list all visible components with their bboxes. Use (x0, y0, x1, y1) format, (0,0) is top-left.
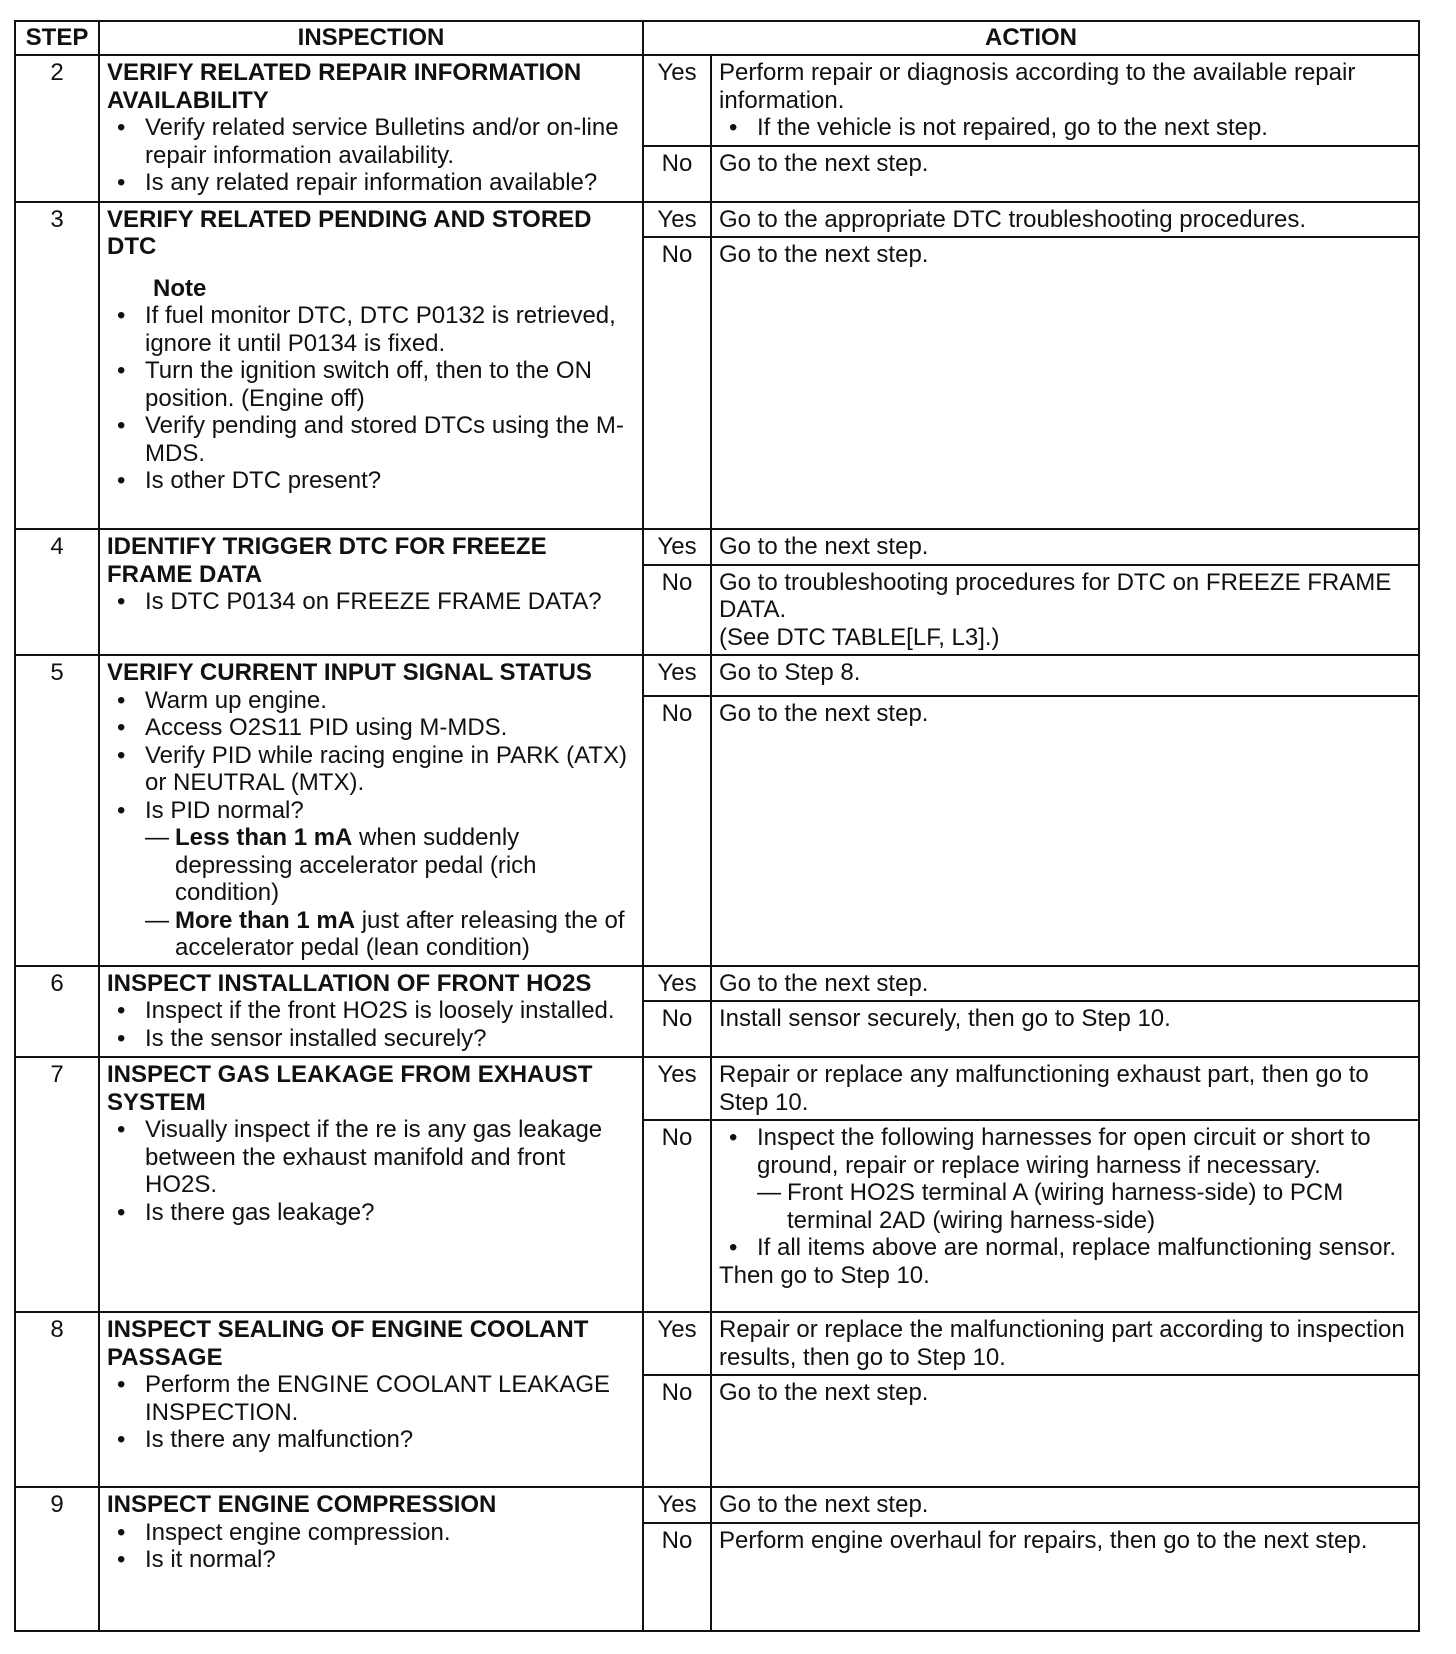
yes-action: Go to the next step. (711, 966, 1419, 1002)
inspection-title: INSPECT ENGINE COMPRESSION (107, 1491, 497, 1518)
no-label: No (643, 146, 711, 202)
inspection-cell (99, 966, 643, 1058)
action-item: • If all items above are normal, replace malfunctioning sensor. (757, 1234, 1411, 1262)
inspection-cell (99, 55, 643, 202)
step-number: 5 (15, 655, 99, 966)
no-action: Perform engine overhaul for repairs, then go to the next step. (711, 1523, 1419, 1631)
criteria-item (175, 824, 635, 907)
action-list (719, 114, 1411, 142)
no-label: No (643, 696, 711, 966)
no-label: No (643, 1001, 711, 1057)
step-6-yes-row (15, 966, 1419, 1002)
harness-item: — Front HO2S terminal A (wiring harness-side) to PCM terminal 2AD (wiring harness-side) (787, 1179, 1411, 1234)
criteria-list (145, 824, 635, 962)
action-list (719, 1124, 1411, 1262)
note-heading: Note (153, 274, 207, 302)
no-label: No (643, 1375, 711, 1487)
inspection-title: INSPECT GAS LEAKAGE FROM EXHAUST SYSTEM (107, 1061, 593, 1116)
inspection-list (107, 114, 635, 197)
yes-label: Yes (643, 529, 711, 565)
inspection-list (107, 1116, 635, 1226)
inspection-item: • Perform the ENGINE COOLANT LEAKAGE INSPECTION. (145, 1371, 635, 1426)
note-list (107, 302, 635, 357)
step-number: 2 (15, 55, 99, 202)
yes-action: Go to Step 8. (711, 655, 1419, 696)
yes-label: Yes (643, 1487, 711, 1523)
inspection-list (107, 1519, 635, 1574)
no-action: Install sensor securely, then go to Step 10. (711, 1001, 1419, 1057)
inspection-title: INSPECT SEALING OF ENGINE COOLANT PASSAGE (107, 1316, 589, 1371)
inspection-item: • Is other DTC present? (145, 467, 635, 495)
criteria-text: when suddenly depressing accelerator pedal (rich condition) (175, 824, 537, 906)
action-item (757, 1124, 1411, 1234)
step-number: 8 (15, 1312, 99, 1487)
yes-label: Yes (643, 1312, 711, 1375)
inspection-item: • Access O2S11 PID using M-MDS. (145, 714, 635, 742)
inspection-item: • Is DTC P0134 on FREEZE FRAME DATA? (145, 588, 635, 616)
no-label: No (643, 1120, 711, 1312)
procedure-page (14, 20, 1420, 1632)
inspection-item: • Is the sensor installed securely? (145, 1025, 635, 1053)
yes-action: Go to the next step. (711, 1487, 1419, 1523)
yes-label: Yes (643, 1057, 711, 1120)
inspection-item: • Inspect if the front HO2S is loosely installed. (145, 997, 635, 1025)
inspection-list (107, 687, 635, 962)
inspection-list (107, 357, 635, 495)
inspection-item: • Turn the ignition switch off, then to the ON position. (Engine off) (145, 357, 635, 412)
criteria-item (175, 907, 635, 962)
no-label: No (643, 1523, 711, 1631)
no-label: No (643, 565, 711, 656)
yes-action (711, 55, 1419, 146)
yes-action: Go to the appropriate DTC troubleshooting procedures. (711, 202, 1419, 238)
harness-list (757, 1179, 1411, 1234)
inspection-item: • Is any related repair information available? (145, 169, 635, 197)
inspection-list (107, 1371, 635, 1454)
no-action (711, 1120, 1419, 1312)
inspection-item: • Is it normal? (145, 1546, 635, 1574)
header-action: ACTION (643, 21, 1419, 55)
header-step: STEP (15, 21, 99, 55)
yes-label: Yes (643, 55, 711, 146)
inspection-cell (99, 1312, 643, 1487)
criteria-value: More than 1 mA (175, 906, 356, 934)
inspection-cell (99, 1057, 643, 1312)
yes-action: Repair or replace the malfunctioning part according to inspection results, then go to Step 10. (711, 1312, 1419, 1375)
step-number: 9 (15, 1487, 99, 1631)
inspection-title: VERIFY RELATED REPAIR INFORMATION AVAILABILITY (107, 59, 582, 114)
inspection-item: • Is there gas leakage? (145, 1199, 635, 1227)
step-number: 7 (15, 1057, 99, 1312)
no-label: No (643, 237, 711, 529)
inspection-item-text: Is PID normal? (145, 796, 304, 824)
no-action: Go to the next step. (711, 696, 1419, 966)
action-text: Then go to Step 10. (719, 1261, 930, 1289)
inspection-item: • Verify related service Bulletins and/or on-line repair information availability. (145, 114, 635, 169)
action-text: Perform repair or diagnosis according to the available repair information. (719, 59, 1356, 114)
step-number: 3 (15, 202, 99, 530)
step-4-yes-row (15, 529, 1419, 565)
inspection-title: INSPECT INSTALLATION OF FRONT HO2S (107, 969, 592, 997)
inspection-item: • Inspect engine compression. (145, 1519, 635, 1547)
inspection-item: • Verify pending and stored DTCs using the M-MDS. (145, 412, 635, 467)
criteria-text: just after releasing the of accelerator pedal (lean condition) (175, 906, 625, 961)
step-2-yes-row (15, 55, 1419, 146)
step-3-yes-row (15, 202, 1419, 238)
inspection-cell (99, 202, 643, 530)
inspection-item: • Visually inspect if the re is any gas leakage between the exhaust manifold and front HO2S. (145, 1116, 635, 1199)
inspection-title: VERIFY CURRENT INPUT SIGNAL STATUS (107, 659, 592, 686)
step-9-yes-row (15, 1487, 1419, 1523)
no-action: Go to the next step. (711, 1375, 1419, 1487)
criteria-value: Less than 1 mA (175, 824, 353, 851)
troubleshooting-table (14, 20, 1420, 1632)
no-action: Go to the next step. (711, 237, 1419, 529)
inspection-item (145, 797, 635, 962)
action-reference: (See DTC TABLE[LF, L3].) (719, 623, 1000, 651)
inspection-list (107, 588, 635, 616)
step-7-yes-row (15, 1057, 1419, 1120)
inspection-item: • Is there any malfunction? (145, 1426, 635, 1454)
inspection-item: • Warm up engine. (145, 687, 635, 715)
yes-label: Yes (643, 655, 711, 696)
step-number: 6 (15, 966, 99, 1058)
action-item-text: Inspect the following harnesses for open circuit or short to ground, repair or replace wiring harness if necessary. (757, 1124, 1371, 1179)
inspection-title: VERIFY RELATED PENDING AND STORED DTC (107, 205, 592, 260)
inspection-cell (99, 1487, 643, 1631)
inspection-item: • Verify PID while racing engine in PARK (ATX) or NEUTRAL (MTX). (145, 742, 635, 797)
yes-label: Yes (643, 202, 711, 238)
yes-action: Repair or replace any malfunctioning exhaust part, then go to Step 10. (711, 1057, 1419, 1120)
yes-action: Go to the next step. (711, 529, 1419, 565)
no-action (711, 565, 1419, 656)
step-5-yes-row (15, 655, 1419, 696)
no-action: Go to the next step. (711, 146, 1419, 202)
step-number: 4 (15, 529, 99, 655)
inspection-cell (99, 655, 643, 966)
action-item: • If the vehicle is not repaired, go to the next step. (757, 114, 1411, 142)
header-inspection: INSPECTION (99, 21, 643, 55)
yes-label: Yes (643, 966, 711, 1002)
step-8-yes-row (15, 1312, 1419, 1375)
table-header-row (15, 21, 1419, 55)
action-text: Go to troubleshooting procedures for DTC on FREEZE FRAME DATA. (719, 568, 1392, 623)
inspection-list (107, 997, 635, 1052)
note-item: • If fuel monitor DTC, DTC P0132 is retrieved, ignore it until P0134 is fixed. (145, 302, 635, 357)
inspection-cell (99, 529, 643, 655)
inspection-title: IDENTIFY TRIGGER DTC FOR FREEZE FRAME DATA (107, 533, 547, 588)
